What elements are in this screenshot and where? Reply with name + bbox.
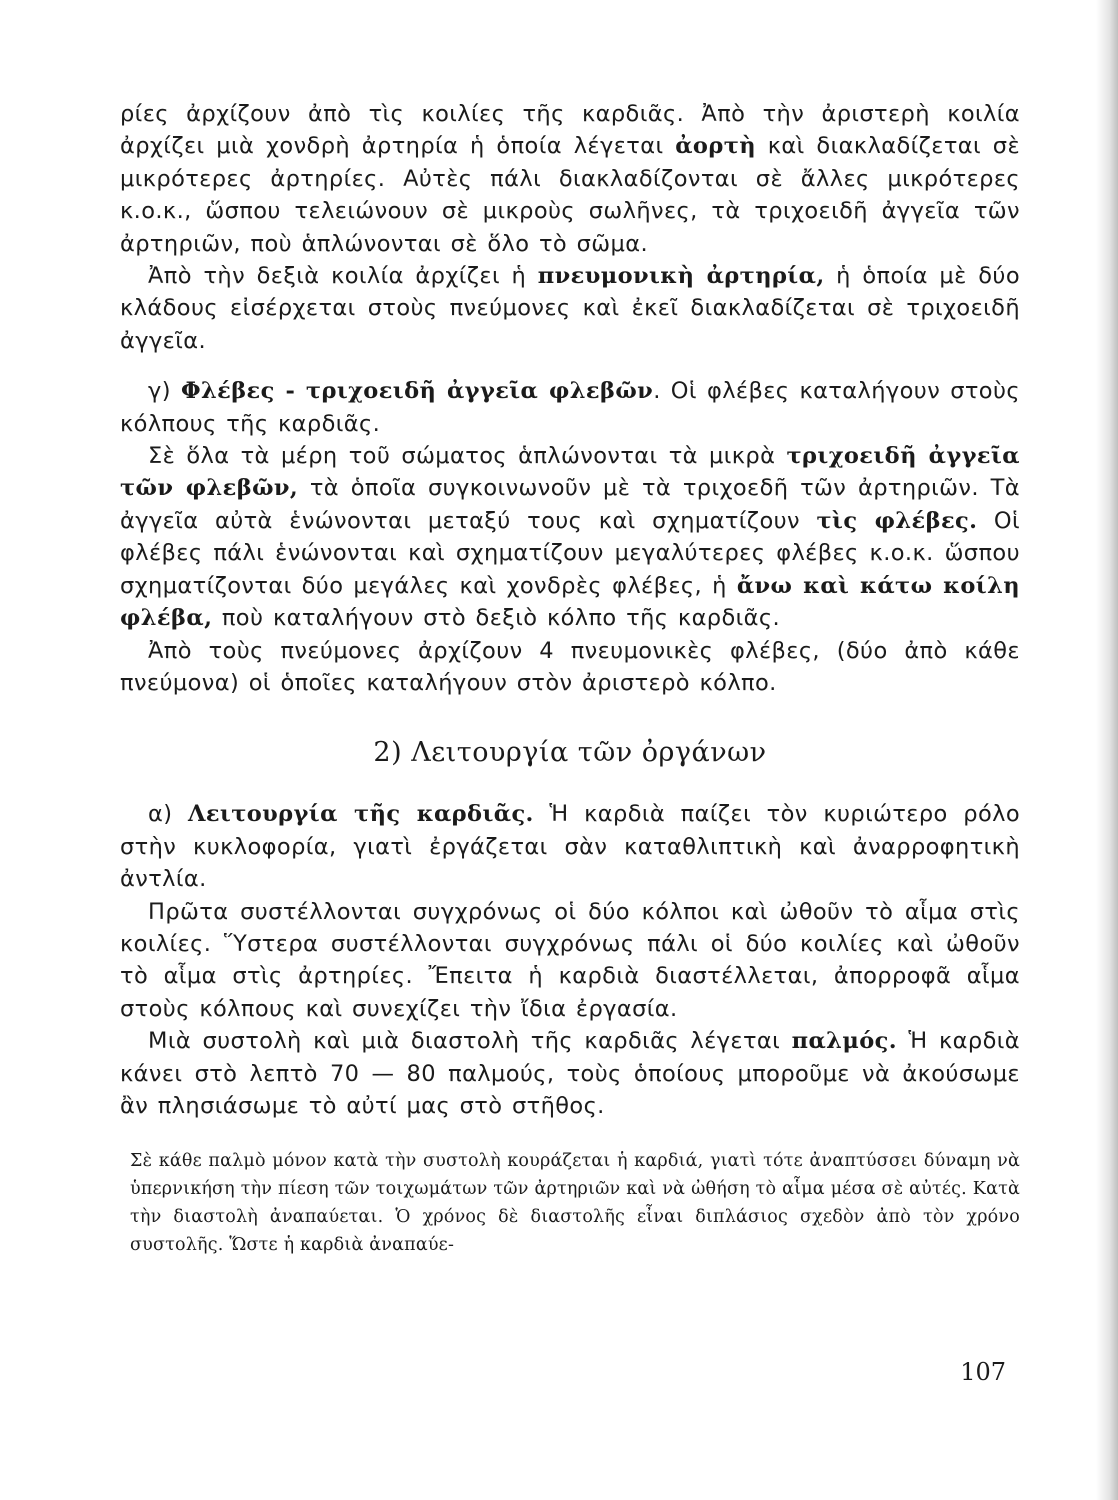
paragraph-contraction: Πρῶτα συστέλλονται συγχρόνως οἱ δύο κόλποι καὶ ὠθοῦν τὸ αἷμα στὶς κοιλίες. Ὕστερα συστέλλονται συγχρόνως πάλι οἱ δύο κοιλίες καὶ ὠθοῦν τὸ αἷμα στὶς ἀρτηρίες. Ἔπειτα ἡ καρδιὰ διαστέλλεται, ἀπορροφᾶ αἷμα στοὺς κόλπους καὶ συνεχίζει τὴν ἴδια ἐργασία. <box>120 898 1020 1022</box>
page-number: 107 <box>960 1358 1006 1386</box>
paragraph-arteries: ρίες ἀρχίζουν ἀπὸ τὶς κοιλίες τῆς καρδιᾶς. Ἀπὸ τὴν ἀριστερὴ κοιλία ἀρχίζει μιὰ χονδρὴ ἀρτηρία ἡ ὁποία λέγεται ἀορτὴ καὶ διακλαδίζεται σὲ μικρότερες ἀρτηρίες. Αὐτὲς πάλι διακλαδίζονται σὲ ἄλλες μικρότερες κ.ο.κ., ὥσπου τελειώνουν σὲ μικροὺς σωλῆνες, τὰ τριχοειδῆ ἀγγεῖα τῶν ἀρτηριῶν, ποὺ ἁπλώνονται σὲ ὅλο τὸ σῶμα. <box>120 101 1021 257</box>
term-vein-capillaries: τριχοειδῆ ἀγγεῖα τῶν φλεβῶν, <box>120 443 1020 502</box>
term-veins: τὶς φλέβες. <box>816 507 978 534</box>
paragraph-veins-heading: γ) Φλέβες - τριχοειδῆ ἀγγεῖα φλεβῶν. Οἱ φλέβες καταλήγουν στοὺς κόλπους τῆς καρδιᾶς. <box>120 378 1021 437</box>
term-vena-cava: ἄνω καὶ κάτω κοίλη φλέβα, <box>120 572 1021 632</box>
term-aorta: ἀορτὴ <box>675 133 757 160</box>
term-heart-function: Λειτουργία τῆς καρδιᾶς. <box>187 801 534 828</box>
paragraph-veins: Σὲ ὅλα τὰ μέρη τοῦ σώματος ἁπλώνονται τὰ μικρὰ τριχοειδῆ ἀγγεῖα τῶν φλεβῶν, τὰ ὁποῖα συγκοινωνοῦν μὲ τὰ τριχοεδῆ τῶν ἀρτηριῶν. Τὰ ἀγγεῖα αὐτὰ ἑνώνονται μεταξύ τους καὶ σχηματίζουν τὶς φλέβες. Οἱ φλέβες πάλι ἑνώνονται καὶ σχηματίζουν μεγαλύτερες φλέβες κ.ο.κ. ὥσπου σχηματίζονται δύο μεγάλες καὶ χονδρὲς φλέβες, ἡ ἄνω καὶ κάτω κοίλη φλέβα, ποὺ καταλήγουν στὸ δεξιὸ κόλπο τῆς καρδιᾶς. <box>120 443 1021 632</box>
small-print-note: Σὲ κάθε παλμὸ μόνον κατὰ τὴν συστολὴ κουράζεται ἡ καρδιά, γιατὶ τότε ἀναπτύσσει δύναμη νὰ ὑπερνικήση τὴν πίεση τῶν τοιχωμάτων τῶν ἀρτηριῶν καὶ νὰ ὠθήση τὸ αἷμα μέσα σὲ αὐτές. Κατὰ τὴν διαστολὴ ἀναπαύεται. Ὁ χρόνος δὲ διαστολῆς εἶναι διπλάσιος σχεδὸν ἀπὸ τὸν χρόνο συστολῆς. Ὥστε ἡ καρδιὰ ἀναπαύε- <box>130 1151 1020 1255</box>
paragraph-heart-function: α) Λειτουργία τῆς καρδιᾶς. Ἡ καρδιὰ παίζει τὸν κυριώτερο ρόλο στὴν κυκλοφορία, γιατὶ ἐργάζεται σὰν καταθλιπτικὴ καὶ ἀναρροφητικὴ ἀντλία. <box>120 801 1020 893</box>
section-title: 2) Λειτουργία τῶν ὀργάνων <box>373 737 767 769</box>
term-pulse: παλμός. <box>791 1028 897 1055</box>
paragraph-pulse: Μιὰ συστολὴ καὶ μιὰ διαστολὴ τῆς καρδιᾶς λέγεται παλμός. Ἡ καρδιὰ κάνει στὸ λεπτὸ 70 — 80 παλμούς, τοὺς ὁποίους μποροῦμε νὰ ἀκούσωμε ἂν πλησιάσωμε τὸ αὐτί μας στὸ στῆθος. <box>120 1028 1020 1119</box>
term-pulmonary-artery: πνευμονικὴ ἀρτηρία, <box>537 263 825 290</box>
paragraph-pulmonary-veins: Ἀπὸ τοὺς πνεύμονες ἀρχίζουν 4 πνευμονικὲς φλέβες, (δύο ἀπὸ κάθε πνεύμονα) οἱ ὁποῖες καταλήγουν στὸν ἀριστερὸ κόλπο. <box>120 637 1020 696</box>
page-edge-shadow <box>1096 0 1118 1500</box>
paragraph-pulmonary-artery: Ἀπὸ τὴν δεξιὰ κοιλία ἀρχίζει ἡ πνευμονικὴ ἀρτηρία, ἡ ὁποία μὲ δύο κλάδους εἰσέρχεται στοὺς πνεύμονες καὶ ἐκεῖ διακλαδίζεται σὲ τριχοειδῆ ἀγγεῖα. <box>120 263 1021 354</box>
book-page <box>120 98 1020 1260</box>
term-veins-capillaries: Φλέβες - τριχοειδῆ ἀγγεῖα φλεβῶν <box>180 378 654 405</box>
